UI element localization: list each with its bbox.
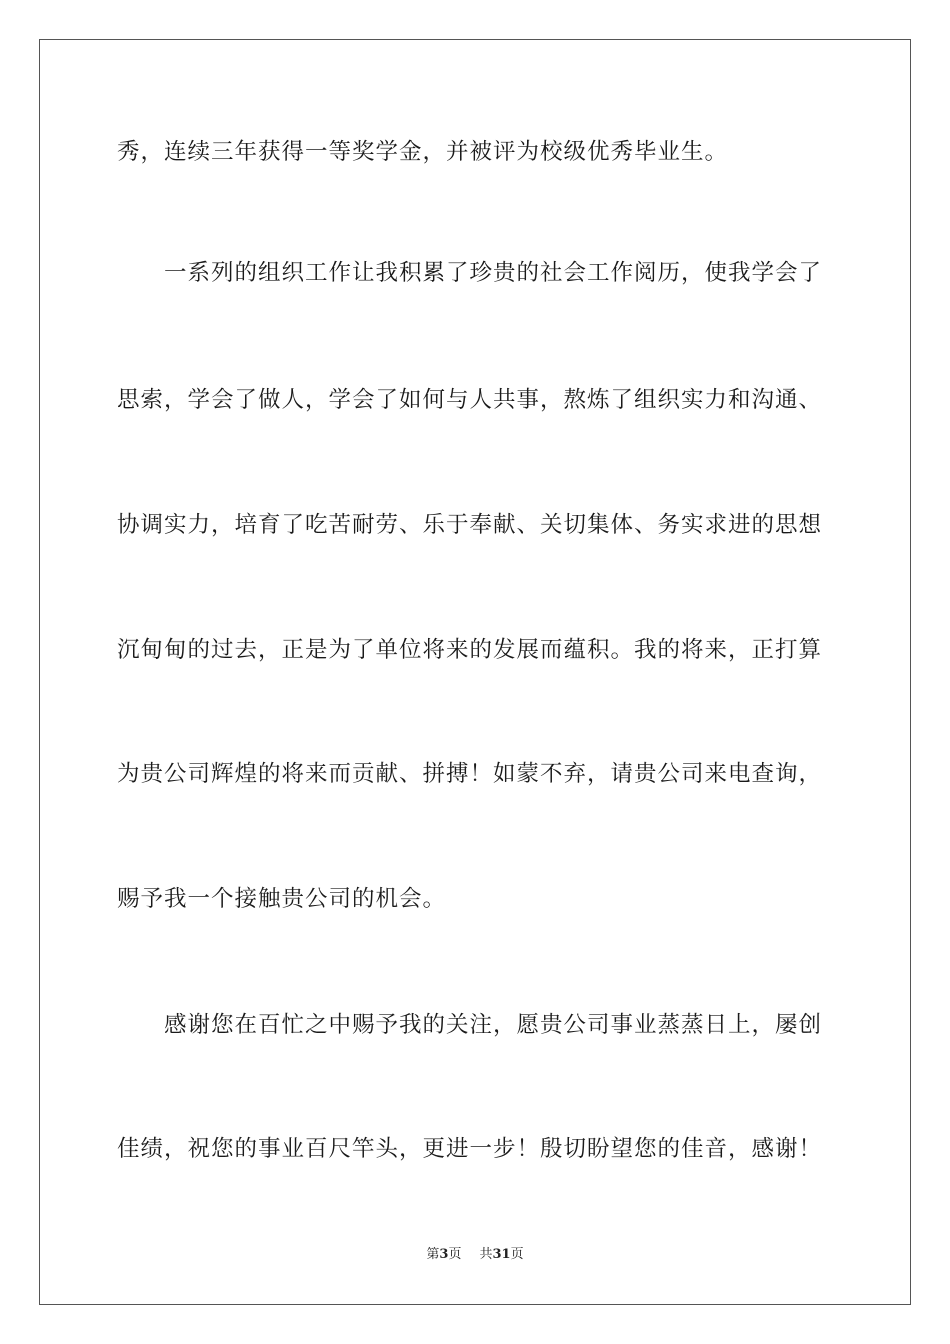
text-line-6: 为贵公司辉煌的将来而贡献、拼搏！如蒙不弃，请贵公司来电查询， [117,761,823,787]
text-line-7: 赐予我一个接触贵公司的机会。 [117,886,447,912]
text-line-4: 协调实力，培育了吃苦耐劳、乐于奉献、关切集体、务实求进的思想 [117,512,823,538]
text-line-9: 佳绩，祝您的事业百尺竿头，更进一步！殷切盼望您的佳音，感谢！ [117,1136,823,1162]
total-pages: 31 [492,1247,511,1262]
total-suffix: 页 [510,1247,524,1262]
page-footer [0,1246,950,1264]
text-line-1: 秀，连续三年获得一等奖学金，并被评为校级优秀毕业生。 [117,139,729,165]
text-line-8: 感谢您在百忙之中赐予我的关注，愿贵公司事业蒸蒸日上，屡创 [164,1012,823,1038]
text-line-3: 思索，学会了做人，学会了如何与人共事，熬炼了组织实力和沟通、 [117,387,823,413]
text-line-5: 沉甸甸的过去，正是为了单位将来的发展而蕴积。我的将来，正打算 [117,637,823,663]
page-border [39,39,911,1305]
page-suffix: 页 [448,1247,462,1262]
text-line-2: 一系列的组织工作让我积累了珍贵的社会工作阅历，使我学会了 [164,260,823,286]
page-number: 3 [439,1247,449,1262]
total-prefix: 共 [479,1247,493,1262]
page-prefix: 第 [426,1247,440,1262]
